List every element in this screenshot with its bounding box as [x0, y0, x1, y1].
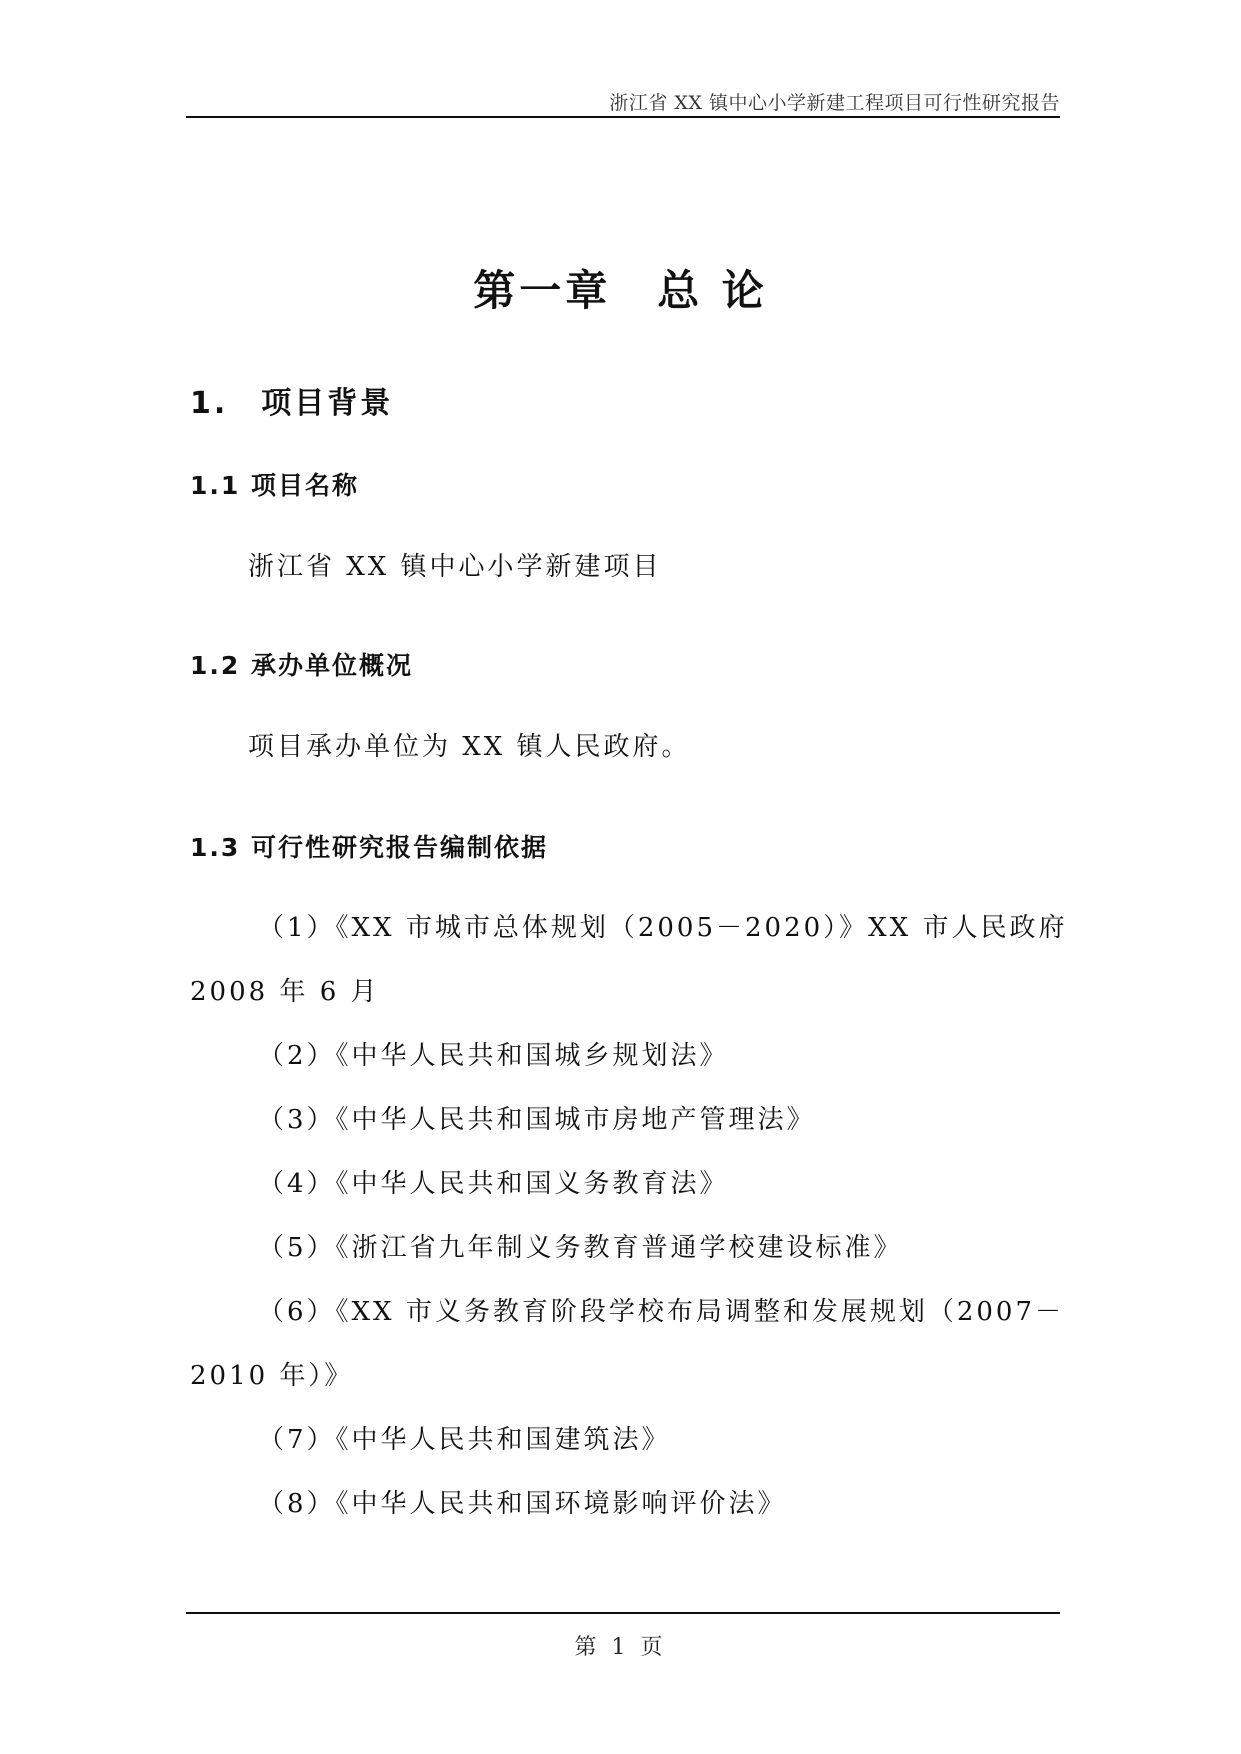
basis-list-item: （3）《中华人民共和国城市房地产管理法》	[258, 1105, 816, 1135]
project-name-text: 浙江省 XX 镇中心小学新建项目	[248, 552, 662, 582]
page-number: 第 1 页	[574, 1635, 667, 1660]
basis-list-item: （4）《中华人民共和国义务教育法》	[258, 1169, 729, 1199]
organizer-text: 项目承办单位为 XX 镇人民政府。	[248, 732, 691, 762]
basis-list-item: （2）《中华人民共和国城乡规划法》	[258, 1041, 729, 1071]
subsection-title-project-name: 1.1 项目名称	[190, 471, 359, 500]
basis-list-item: （8）《中华人民共和国环境影响评价法》	[258, 1489, 787, 1519]
section-title: 1. 项目背景	[190, 386, 394, 421]
running-header: 浙江省 XX 镇中心小学新建工程项目可行性研究报告	[609, 92, 1060, 114]
chapter-title: 第一章 总 论	[473, 266, 768, 315]
subsection-title-organizer: 1.2 承办单位概况	[190, 651, 413, 680]
header-rule	[186, 116, 1060, 118]
footer-rule	[186, 1612, 1060, 1614]
subsection-title-basis: 1.3 可行性研究报告编制依据	[190, 833, 548, 862]
basis-list-item: （6）《XX 市义务教育阶段学校布局调整和发展规划（2007－2010 年）》	[190, 1297, 1064, 1391]
basis-list-item: （5）《浙江省九年制义务教育普通学校建设标准》	[258, 1233, 903, 1263]
basis-list-item: （1）《XX 市城市总体规划（2005－2020）》XX 市人民政府 2008 年 6 月	[190, 913, 1068, 1007]
basis-list-item: （7）《中华人民共和国建筑法》	[258, 1425, 671, 1455]
